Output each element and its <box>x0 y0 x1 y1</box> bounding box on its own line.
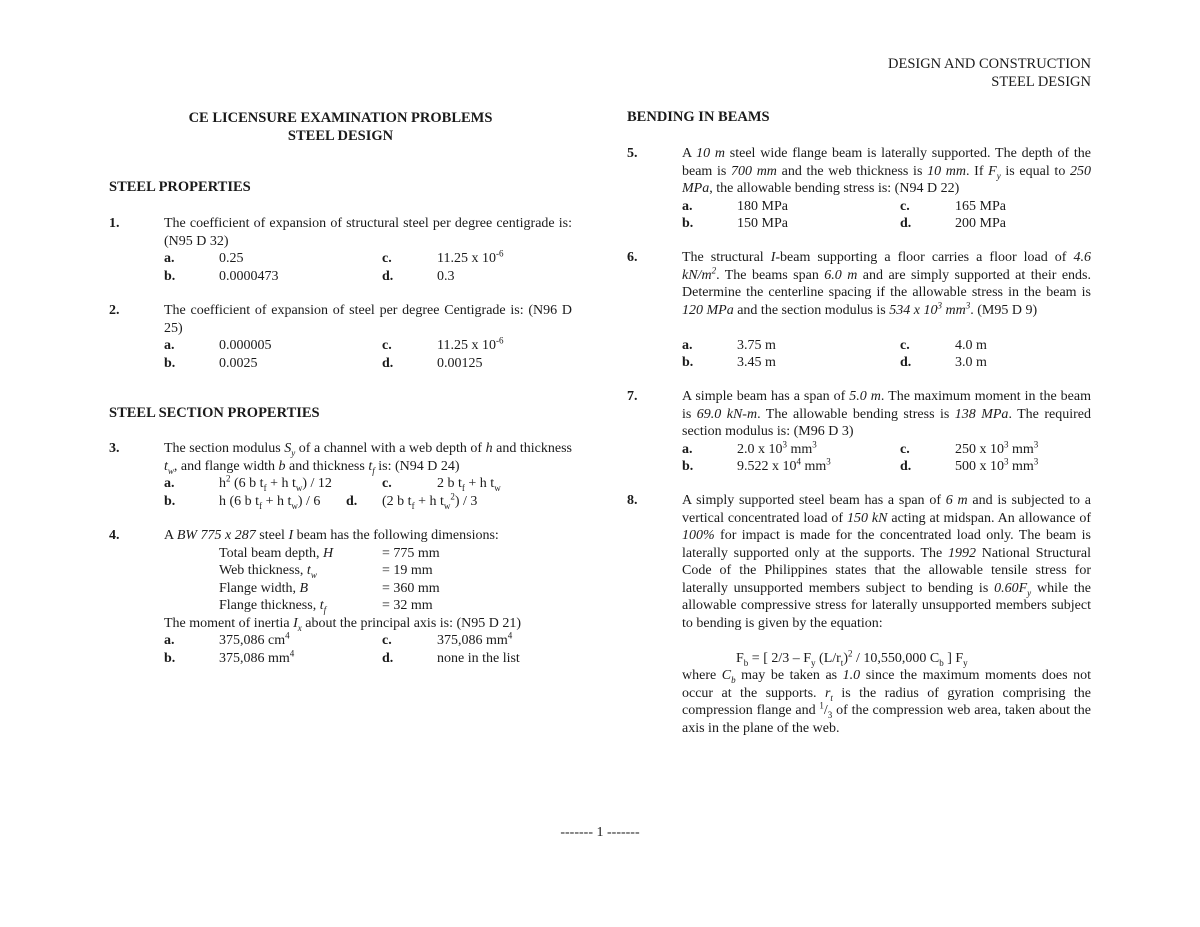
dimension-label: Flange width, B <box>219 580 309 596</box>
choice-b: 0.0000473 <box>219 268 279 284</box>
choices-row <box>164 632 572 650</box>
question-number: 5. <box>627 146 638 161</box>
choice-d: 500 x $10^3$ $mm^3$ <box>955 456 1039 474</box>
left-column-title <box>109 109 572 145</box>
section-heading-steel-section-properties: STEEL SECTION PROPERTIES <box>109 405 320 421</box>
choice-label-a: a. <box>682 198 693 214</box>
choice-c: 165 MPa <box>955 198 1006 214</box>
choice-a: 180 MPa <box>737 198 788 214</box>
question-text: A 10 m steel wide flange beam is laterally supported. The depth of the beam is 700 mm and the web thickness is 10 mm. If $F_y$ is equal to 250 MPa, the allowable bending stress is: (N94 D 22) <box>682 146 1091 196</box>
choice-d: 0.3 <box>437 268 455 284</box>
choice-c: 4.0 m <box>955 337 987 353</box>
dimension-value: = 19 mm <box>382 563 433 578</box>
choice-a: 3.75 m <box>737 337 776 353</box>
document-header <box>888 55 1091 91</box>
choice-label-c: c. <box>382 251 392 266</box>
question-number: 6. <box>627 250 638 265</box>
choice-label-d: d. <box>382 355 394 371</box>
choice-c: 375,086 $mm^4$ <box>437 630 513 648</box>
question-text-continued: where $C_b$ may be taken as 1.0 since the maximum moments does not occur at the supports. $r_t$ is the radius of gyration comprising the compression flange and $^1/_3$ of the compression web area, taken about the axis in the plane of the web. <box>682 668 1092 736</box>
question-number: 2. <box>109 303 120 318</box>
question-3 <box>109 440 572 510</box>
choice-label-b: b. <box>164 493 176 509</box>
choice-label-b: b. <box>164 650 176 666</box>
choice-label-b: b. <box>682 355 694 370</box>
dimension-value: = 32 mm <box>382 598 433 613</box>
choice-d: 200 MPa <box>955 216 1006 231</box>
choices-row <box>627 354 1091 372</box>
question-2 <box>109 302 572 372</box>
choice-label-a: a. <box>164 476 175 491</box>
choice-b: h (6 b $t_f + h$ $t_w) / 6$ <box>219 493 321 511</box>
choice-a: 2.0 x $10^3$ $mm^3$ <box>737 438 817 457</box>
title-line-2: STEEL DESIGN <box>287 128 394 144</box>
choices-row <box>627 215 1091 233</box>
choice-label-b: b. <box>682 216 694 231</box>
choices-row <box>164 268 572 286</box>
choice-a: 0.25 <box>219 251 244 266</box>
choice-label-d: d. <box>900 459 912 474</box>
choices-row <box>627 337 1091 355</box>
question-text: A simple beam has a span of 5.0 m. The maximum moment in the beam is 69.0 kN-m. The allowable bending stress is 138 MPa. The required section modulus is: (M96 D 3) <box>682 389 1091 439</box>
choice-b: 150 MPa <box>737 216 788 231</box>
dimension-value: = 775 mm <box>382 545 440 561</box>
question-6 <box>627 249 1091 374</box>
choice-label-c: c. <box>900 337 910 353</box>
question-1 <box>109 215 572 285</box>
choice-label-c: c. <box>900 441 910 457</box>
choices-row <box>164 250 572 268</box>
choice-c: 11.25 x $10^{-6}$ <box>437 248 504 266</box>
question-5 <box>627 145 1091 235</box>
dimension-label: Web thickness, $t_w$ <box>219 563 317 580</box>
choice-d: 0.00125 <box>437 355 483 371</box>
choice-label-c: c. <box>382 338 392 353</box>
section-heading-bending-in-beams: BENDING IN BEAMS <box>627 109 770 125</box>
choice-label-d: d. <box>346 493 358 509</box>
page-number-footer: ------- 1 ------- <box>560 825 640 840</box>
header-line-1: DESIGN AND CONSTRUCTION <box>887 56 1091 72</box>
choice-label-d: d. <box>382 268 394 284</box>
choice-label-b: b. <box>164 355 176 371</box>
title-line-1: CE LICENSURE EXAMINATION PROBLEMS <box>188 110 493 126</box>
choice-label-a: a. <box>682 337 693 353</box>
choice-label-d: d. <box>900 355 912 370</box>
question-number: 4. <box>109 528 120 543</box>
choices-row <box>627 458 1091 476</box>
dimension-value: = 360 mm <box>382 580 440 596</box>
choice-a: 0.000005 <box>219 338 272 353</box>
choice-d: none in the list <box>437 650 520 666</box>
question-number: 7. <box>627 389 638 404</box>
choices-row <box>164 355 572 373</box>
header-line-2: STEEL DESIGN <box>991 74 1091 90</box>
choice-label-c: c. <box>900 198 910 214</box>
question-text: The coefficient of expansion of steel per degree Centigrade is: (N96 D 25) <box>164 303 572 336</box>
choices-row <box>164 490 572 511</box>
choice-b: 0.0025 <box>219 355 258 371</box>
choices-row <box>164 337 572 355</box>
question-text: A simply supported steel beam has a span of 6 m and is subjected to a vertical concentrated load of 150 kN acting at midspan. An allowance of 100% for impact is made for the concentrated load only. The beam is laterally supported only at the supports. The 1992 National Structural Code of the Philippines states that the allowable tensile stress for laterally unsupported members subject to bending is $0.60F_y$ while the allowable compressive stress for laterally unsupported members subject to bending is given by the equation: <box>682 493 1092 631</box>
choice-b: 9.522 x $10^4$ $mm^3$ <box>737 456 831 474</box>
choice-label-d: d. <box>900 216 912 231</box>
choices-row <box>627 438 1091 459</box>
choice-label-a: a. <box>682 441 693 457</box>
choice-label-c: c. <box>382 476 392 491</box>
dimension-label: Total beam depth, H <box>219 545 334 561</box>
question-text: The section modulus $S_y$ of a channel with a web depth of h and thickness $t_w$, and flange width b and thickness $t_f$ is: (N94 D 24) <box>164 441 573 476</box>
dimension-label: Flange thickness, $t_f$ <box>219 598 327 615</box>
question-7 <box>627 388 1091 478</box>
choice-d: 3.0 m <box>955 355 987 370</box>
choices-row <box>164 475 572 493</box>
question-number: 1. <box>109 216 120 231</box>
choice-a: 375,086 $cm^4$ <box>219 630 290 648</box>
choice-label-b: b. <box>682 459 694 474</box>
choice-label-a: a. <box>164 633 175 648</box>
section-heading-steel-properties: STEEL PROPERTIES <box>109 179 251 195</box>
choice-label-b: b. <box>164 268 176 284</box>
question-number: 8. <box>627 493 638 508</box>
question-number: 3. <box>109 441 120 456</box>
choice-b: 375,086 $mm^4$ <box>219 647 295 666</box>
question-text: The coefficient of expansion of structural steel per degree centigrade is: (N95 D 32) <box>164 216 572 249</box>
question-4: 4. A BW 775 x 287 steel I beam has the following dimensions: Total beam depth, H = 775 mm Web thickness, $t_w$ = 19 mm Flange width, B = 360 mm Flange thickness, $t_f$ = 32 mm The moment of inertia $I_x$ about the principal axis is: (N95 D 21) a. 375,086 $cm^4$ c. 375,086 $mm^4$ b. 375,086 $mm^4$ d. none in the list <box>109 527 572 672</box>
choice-c: 11.25 x $10^{-6}$ <box>437 335 504 353</box>
choices-row <box>627 198 1091 216</box>
choice-label-a: a. <box>164 338 175 353</box>
choice-b: 3.45 m <box>737 355 776 370</box>
choice-d: (2 b $t_f + h$ $t_w^2) / 3$ <box>382 490 478 511</box>
choice-label-d: d. <box>382 650 394 666</box>
choice-c: 2 b $t_f + h$ $t_w$ <box>437 476 501 493</box>
choice-a: $h^2$ (6 b $t_f + h$ $t_w) / 12$ <box>219 473 332 493</box>
choices-row <box>164 647 572 668</box>
choice-label-a: a. <box>164 251 175 266</box>
choice-label-c: c. <box>382 633 392 648</box>
choice-c: 250 x $10^3$ $mm^3$ <box>955 438 1039 457</box>
question-text: A BW 775 x 287 steel I beam has the following dimensions: <box>164 528 499 543</box>
question-text: The structural I-beam supporting a floor carries a floor load of 4.6 $kN/m^2$. The beams span 6.0 m and are simply supported at their ends. Determine the centerline spacing if the allowable stress in the beam is 120 MPa and the section modulus is 534 x $10^3$ $mm^3$. (M95 D 9) <box>682 250 1092 318</box>
question-8: 8. A simply supported steel beam has a span of 6 m and is subjected to a vertical concentrated load of 150 kN acting at midspan. An allowance of 100% for impact is made for the concentrated load only. The beam is laterally supported only at the supports. The 1992 National Structural Code of the Philippines states that the allowable tensile stress for laterally unsupported members subject to bending is $0.60F_y$ while the allowable compressive stress for laterally unsupported members subject to bending is given by the equation: $F_b$ = [ $2/3 - F_y$ $(L/r_t)^2 / 10,550,000$ $C_b$ ] $F_y$ where $C_b$ may be taken as 1.0 since the maximum moments does not occur at the supports. $r_t$ is the radius of gyration comprising the compression flange and $^1/_3$ of the compression web area, taken about the axis in the plane of the web. <box>627 493 1092 736</box>
